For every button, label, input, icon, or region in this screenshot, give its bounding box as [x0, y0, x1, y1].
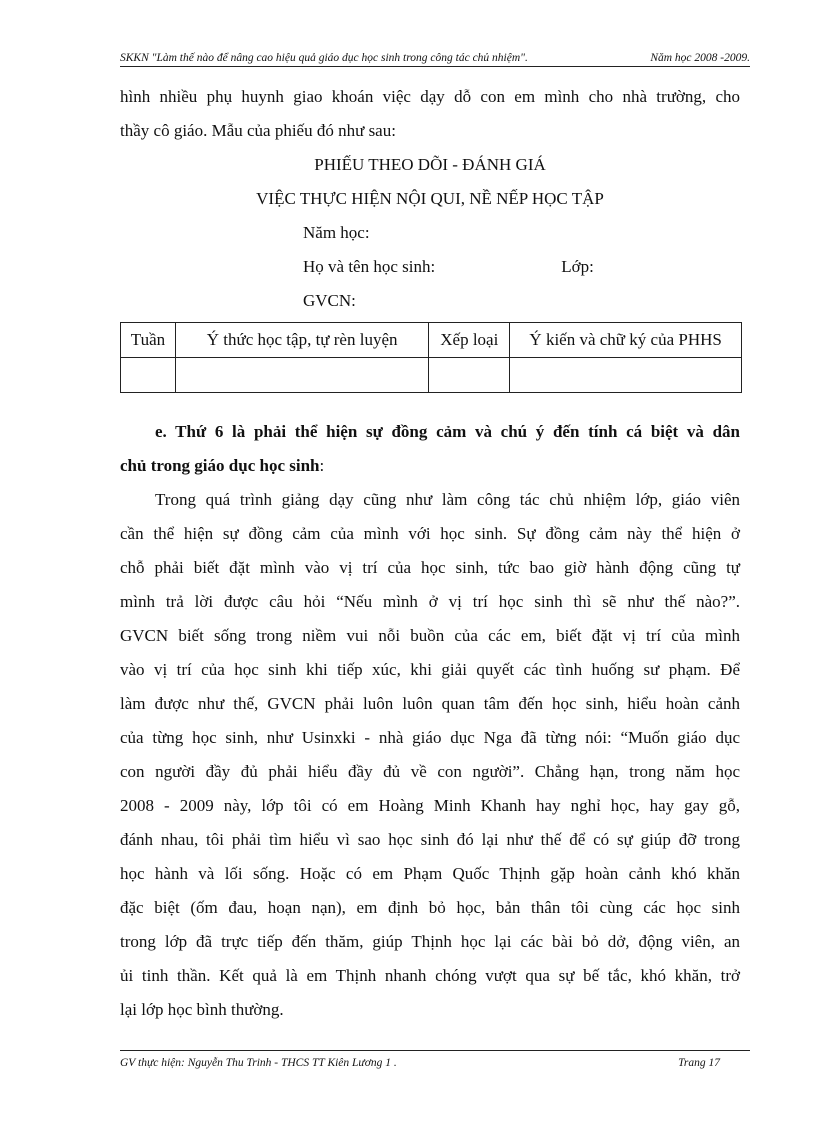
section-heading-colon: : [319, 456, 325, 475]
paragraph-line: làm được như thế, GVCN phải luôn luôn quan tâm đến học sinh, hiểu hoàn cảnh [120, 694, 740, 713]
paragraph-line: lại lớp học bình thường. [120, 1000, 284, 1019]
form-title: PHIẾU THEO DÕI - ĐÁNH GIÁ [314, 155, 546, 174]
paragraph-line: đặc biệt (ốm đau, hoạn nạn), em định bỏ học, bản thân tôi cùng các học sinh [120, 898, 740, 917]
paragraph-line: của từng học sinh, như Usinxki - nhà giáo dục Nga đã từng nói: “Muốn giáo dục [120, 728, 740, 747]
paragraph-line: Trong quá trình giảng dạy cũng như làm công tác chủ nhiệm lớp, giáo viên [155, 490, 740, 509]
paragraph-line: cần thể hiện sự đồng cảm của mình với học sinh. Sự đồng cảm này thể hiện ở [120, 524, 740, 543]
section-heading-text: chủ trong giáo dục học sinh [120, 456, 320, 475]
header-year: Năm học 2008 -2009. [650, 52, 750, 64]
form-teacher-label: GVCN: [303, 291, 356, 310]
form-class-label: Lớp: [561, 257, 594, 276]
table-row [121, 358, 742, 393]
table-header-cell: Tuần [121, 323, 176, 358]
paragraph-line: 2008 - 2009 này, lớp tôi có em Hoàng Minh Khanh hay nghỉ học, hay gay gỗ, [120, 796, 740, 815]
paragraph-line: chỗ phải biết đặt mình vào vị trí của học sinh, tức bao giờ hành động cũng tự [120, 558, 740, 577]
table-header-cell: Xếp loại [429, 323, 510, 358]
form-name-label: Họ và tên học sinh: [303, 257, 436, 276]
paragraph-line: GVCN biết sống trong niềm vui nỗi buồn của các em, biết đặt vị trí của mình [120, 626, 740, 645]
page-number: Trang 17 [678, 1057, 720, 1069]
form-year-label: Năm học: [303, 223, 370, 242]
form-subtitle: VIỆC THỰC HIỆN NỘI QUI, NỀ NẾP HỌC TẬP [256, 189, 604, 208]
paragraph-line: ủi tinh thần. Kết quả là em Thịnh nhanh chóng vượt qua sự bế tắc, khó khăn, trở [120, 966, 740, 985]
intro-line: hình nhiều phụ huynh giao khoán việc dạy dỗ con em mình cho nhà trường, cho [120, 87, 740, 106]
footer-author: GV thực hiện: Nguyễn Thu Trinh - THCS TT Kiên Lương 1 . [120, 1057, 397, 1069]
table-cell [510, 358, 742, 393]
paragraph-line: vào vị trí của học sinh khi tiếp xúc, khi giải quyết các tình huống sư phạm. Để [120, 660, 740, 679]
paragraph-line: mình trả lời được câu hỏi “Nếu mình ở vị trí học sinh thì sẽ như thế nào?”. [120, 592, 740, 611]
section-heading: e. Thứ 6 là phải thể hiện sự đồng cảm và chú ý đến tính cá biệt và dân [155, 422, 740, 441]
table-cell [429, 358, 510, 393]
page-footer [120, 1050, 750, 1069]
tracking-table [120, 322, 742, 393]
document-body [120, 80, 740, 1027]
section-heading-cont [120, 449, 740, 483]
paragraph-line: trong lớp đã trực tiếp đến thăm, giúp Thịnh học lại các bài bỏ dở, động viên, an [120, 932, 740, 951]
table-cell [175, 358, 428, 393]
page-header [120, 52, 750, 67]
intro-line: thầy cô giáo. Mẫu của phiếu đó như sau: [120, 121, 396, 140]
paragraph-line: con người đầy đủ phải hiểu đầy đủ về con người”. Chẳng hạn, trong năm học [120, 762, 740, 781]
table-header-row [121, 323, 742, 358]
header-title: SKKN "Làm thế nào để nâng cao hiệu quả giáo dục học sinh trong công tác chủ nhiệm". [120, 52, 528, 64]
paragraph-line: học hành và lối sống. Hoặc có em Phạm Quốc Thịnh gặp hoàn cảnh khó khăn [120, 864, 740, 883]
form-name-row [120, 250, 740, 284]
paragraph-line: đánh nhau, tôi phải tìm hiểu vì sao học sinh đó lại như thế để có sự giúp đỡ trong [120, 830, 740, 849]
table-header-cell: Ý thức học tập, tự rèn luyện [175, 323, 428, 358]
table-cell [121, 358, 176, 393]
table-header-cell: Ý kiến và chữ ký của PHHS [510, 323, 742, 358]
